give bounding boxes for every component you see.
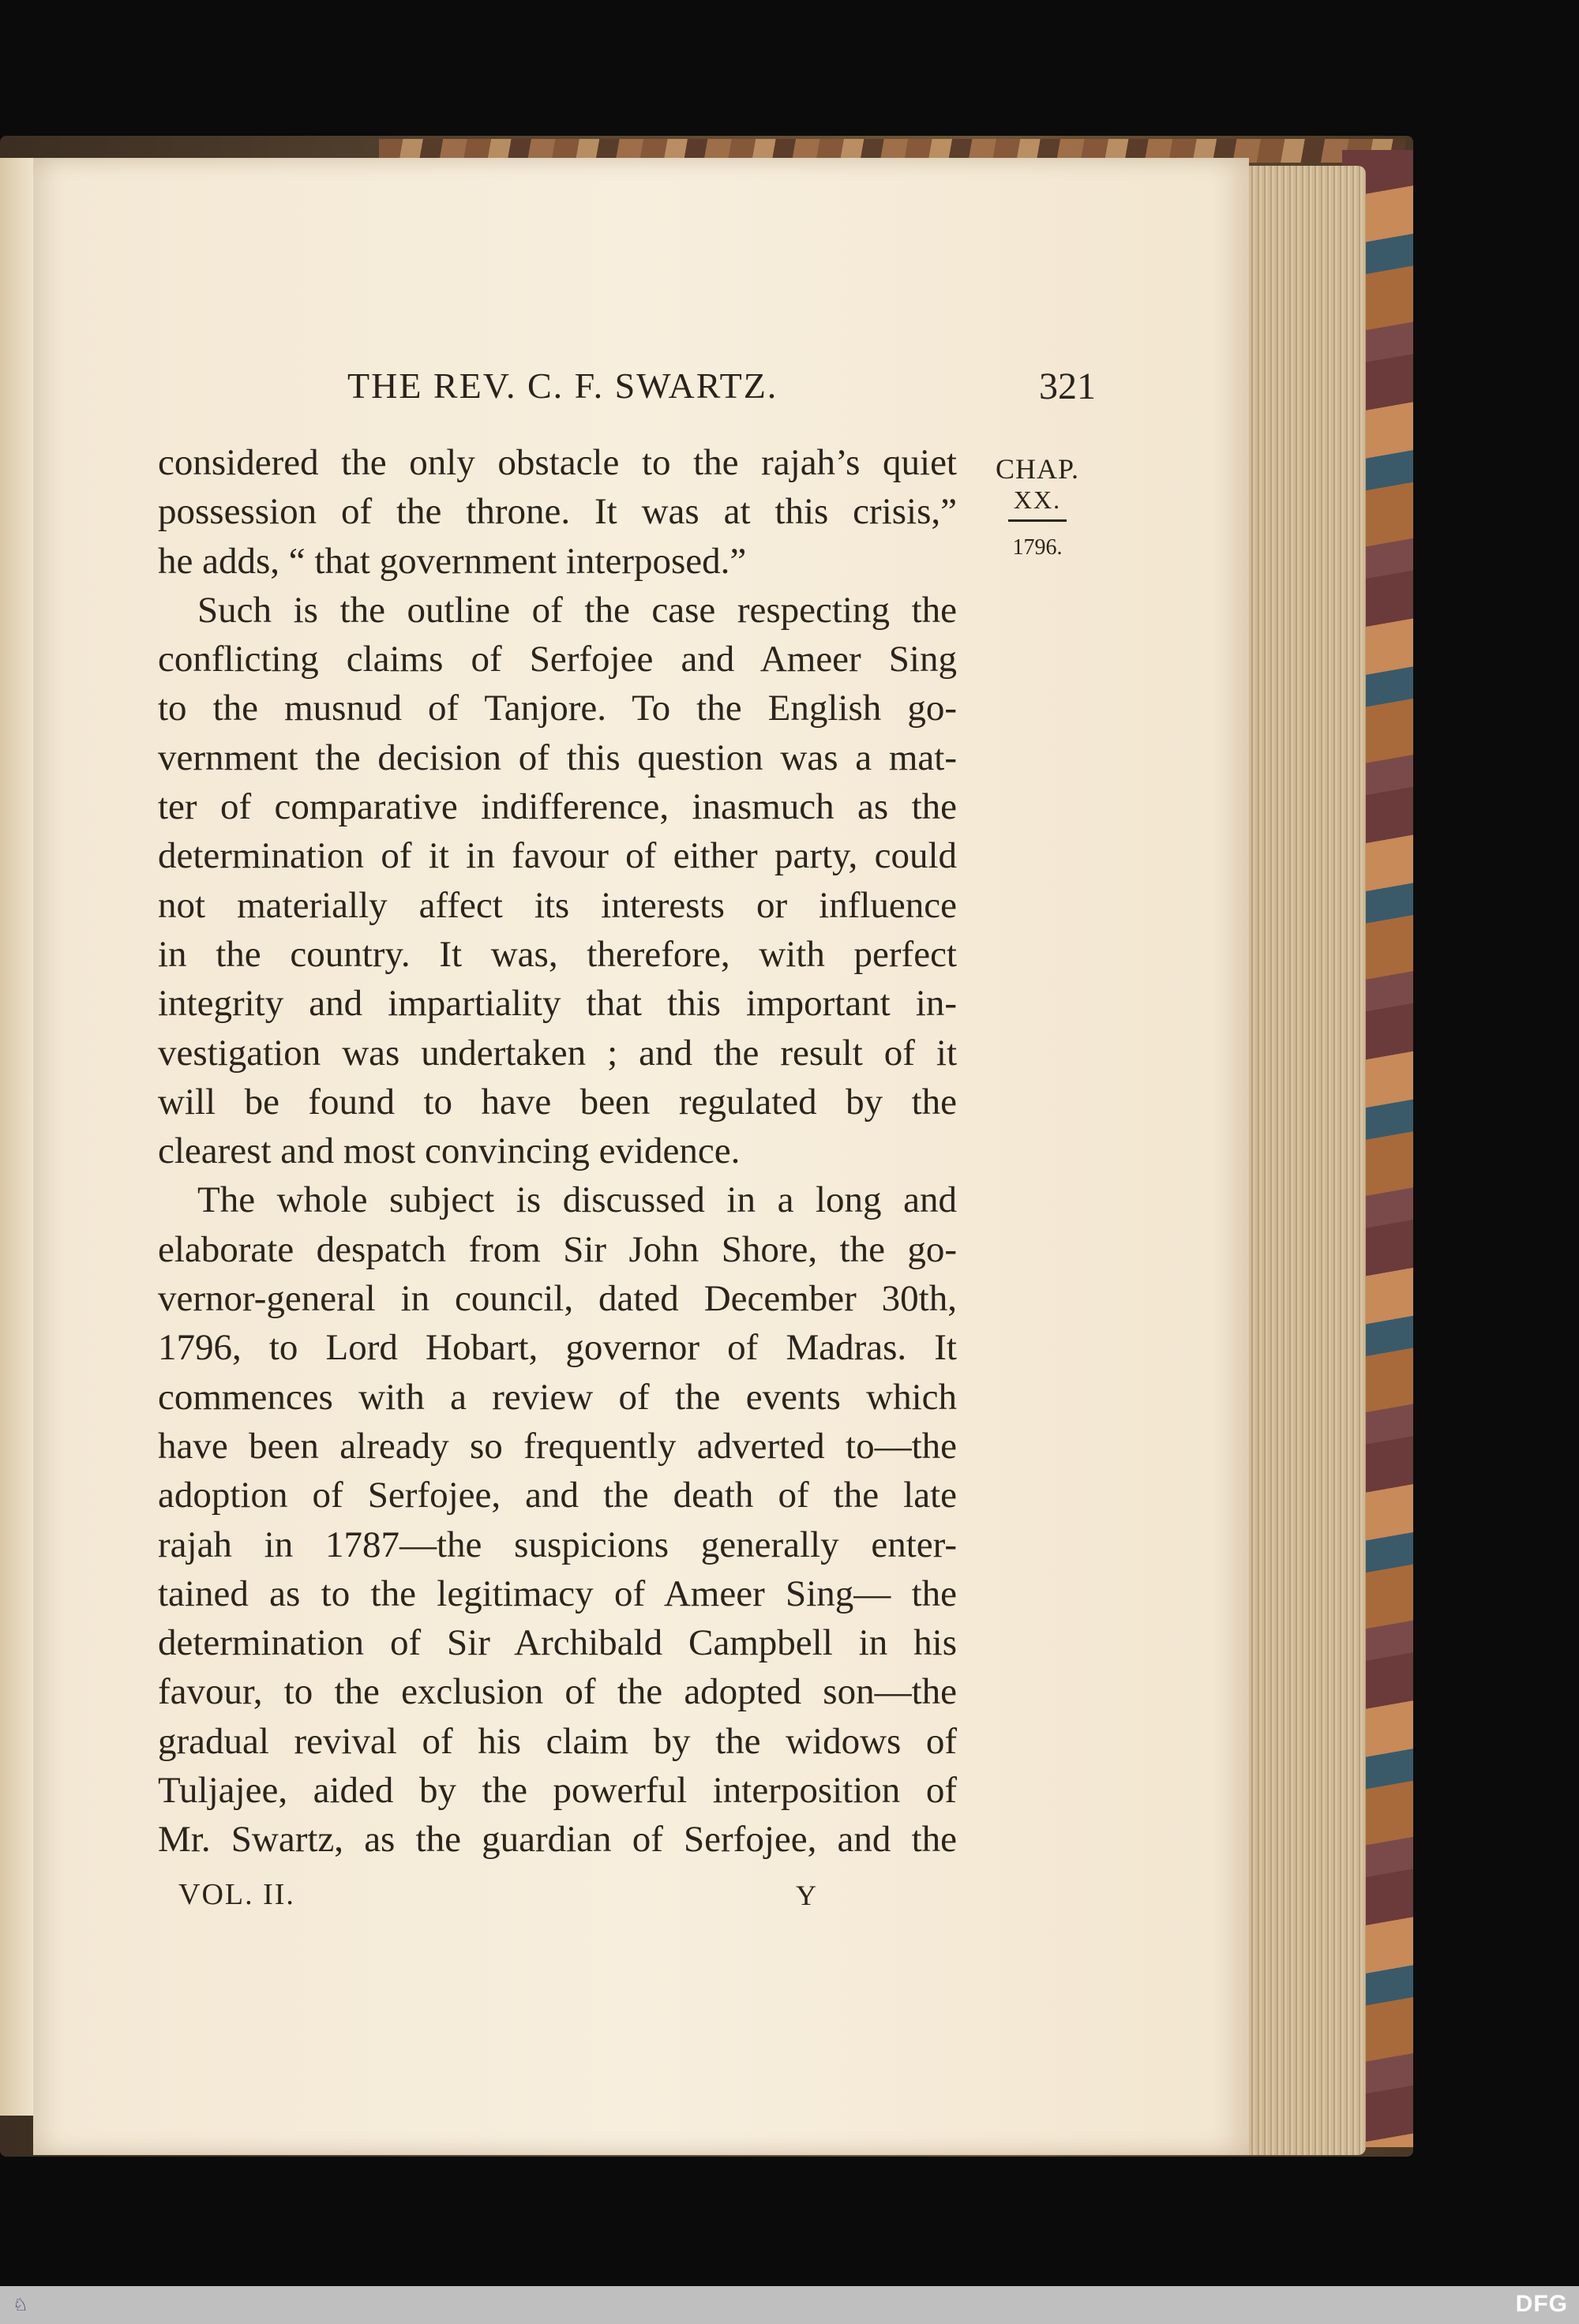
text-line: to the musnud of Tanjore. To the English go-: [158, 688, 957, 729]
text-line: rajah in 1787—the suspicions generally enter-: [158, 1524, 957, 1565]
facing-page-edge: [0, 158, 33, 2116]
body-text: [158, 438, 957, 1865]
text-line: he adds, “ that government interposed.”: [158, 540, 747, 582]
margin-note: [982, 452, 1093, 560]
text-line: not materially affect its interests or influence: [158, 884, 957, 926]
text-line: possession of the throne. It was at this crisis,”: [158, 491, 957, 533]
text-line: vernor-general in council, dated December 30th,: [158, 1278, 957, 1320]
text-line: integrity and impartiality that this important in-: [158, 983, 957, 1025]
text-line: will be found to have been regulated by the: [158, 1081, 957, 1123]
text-line: clearest and most convincing evidence.: [158, 1130, 741, 1172]
volume-signature: VOL. II.: [178, 1878, 295, 1911]
text-line: Tuljajee, aided by the powerful interposition of: [158, 1770, 957, 1812]
chapter-number: XX.: [1013, 485, 1062, 514]
text-line: adoption of Serfojee, and the death of the late: [158, 1475, 957, 1516]
text-line: elaborate despatch from Sir John Shore, the go-: [158, 1228, 957, 1270]
text-line: have been already so frequently adverted to—the: [158, 1425, 957, 1467]
margin-year: 1796.: [1012, 535, 1063, 560]
text-line: 1796, to Lord Hobart, governor of Madras. It: [158, 1327, 957, 1369]
text-line: vestigation was undertaken ; and the result of it: [158, 1032, 957, 1074]
text-line: Mr. Swartz, as the guardian of Serfojee, and the: [158, 1819, 957, 1861]
margin-rule: [1008, 519, 1067, 522]
library-crest-icon: ♘: [13, 2295, 28, 2315]
text-line: favour, to the exclusion of the adopted son—the: [158, 1671, 957, 1713]
dfg-logo: DFG: [1515, 2291, 1568, 2317]
text-line: tained as to the legitimacy of Ameer Sing— the: [158, 1572, 957, 1614]
sheet-mark: Y: [796, 1880, 816, 1911]
text-line: in the country. It was, therefore, with perfect: [158, 933, 957, 975]
text-line: conflicting claims of Serfojee and Ameer Sing: [158, 639, 957, 680]
text-line: determination of it in favour of either party, could: [158, 835, 957, 877]
viewer-bottom-bar: [0, 2286, 1579, 2324]
text-line: Such is the outline of the case respecting the: [197, 589, 957, 631]
text-line: commences with a review of the events which: [158, 1376, 957, 1418]
text-line: The whole subject is discussed in a long and: [197, 1179, 957, 1221]
text-line: determination of Sir Archibald Campbell in his: [158, 1622, 957, 1664]
text-line: vernment the decision of this question was a mat-: [158, 737, 957, 778]
text-line: gradual revival of his claim by the widows of: [158, 1720, 957, 1762]
page-number: 321: [1039, 365, 1096, 407]
text-line: ter of comparative indifference, inasmuch as the: [158, 786, 957, 828]
chapter-label: CHAP.: [995, 453, 1080, 485]
text-line: considered the only obstacle to the rajah’s quiet: [158, 442, 957, 483]
running-head: THE REV. C. F. SWARTZ.: [347, 365, 778, 406]
